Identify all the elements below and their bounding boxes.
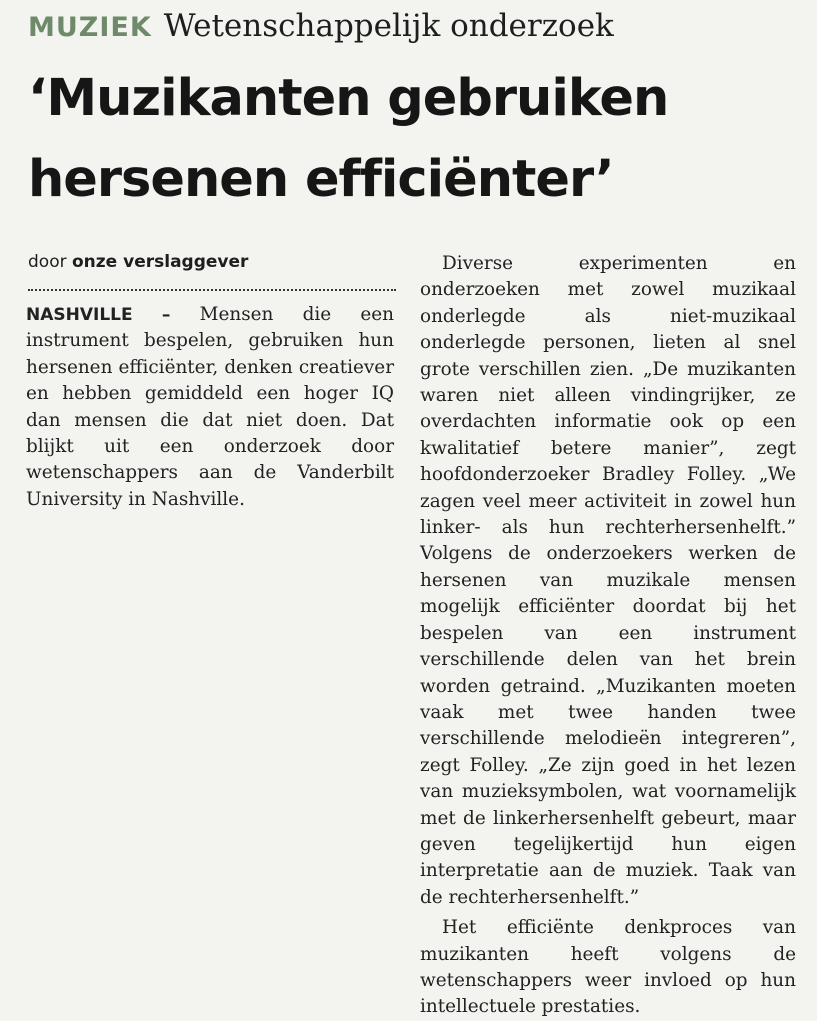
byline [28,252,248,272]
section-label: MUZIEK [28,12,152,43]
article-paragraph-1 [26,302,394,513]
paragraph-1-text: Mensen die een instrument bespelen, gebruiken hun hersenen efficiënter, denken creatiever en hebben gemiddeld een hoger IQ dan mensen die dat niet doen. Dat blijkt uit een onderzoek door wetenschappers aan de Vanderbilt University in Nashville. [26,304,394,510]
article-paragraph-3: Het efficiënte denkproces van muzikanten heeft volgens de wetenschappers weer invloed op hun intellectuele prestaties. [420,917,796,1018]
article-paragraph-2: Diverse experimenten en onderzoeken met zowel muzikaal onderlegde als niet-muzikaal onderlegde personen, lieten al snel grote verschillen zien. „De muzikanten waren niet alleen vindingrijker, ze overdachten informatie ook op een kwalitatief betere manier”, zegt hoofdonderzoeker Bradley Folley. „We zagen veel meer activiteit in zowel hun linker- als hun rechterhersenhelft.” Volgens de onderzoekers werken de hersenen van muzikale mensen mogelijk efficiënter doordat bij het bespelen van een instrument verschillende delen van het brein worden getraind. „Muzikanten moeten vaak met twee handen twee verschillende melodieën integreren”, zegt Folley. „Ze zijn goed in het lezen van muzieksymbolen, wat voornamelijk met de linkerhersenhelft gebeurt, maar geven tegelijkertijd hun eigen interpretatie aan de muziek. Taak van de rechterhersenhelft.” [420,253,796,908]
kicker [28,8,614,48]
headline-line-1: ‘Muzikanten gebruiken [28,69,669,128]
dateline: NASHVILLE – [26,305,171,325]
byline-author: onze verslaggever [72,252,249,272]
headline [28,58,798,220]
headline-line-2: hersenen efficiënter’ [28,150,614,209]
section-subject: Wetenschappelijk onderzoek [163,8,614,44]
dotted-divider [28,289,396,291]
byline-prefix: door [28,252,67,272]
article-column-right [420,247,796,1021]
article-column-left [26,302,394,513]
